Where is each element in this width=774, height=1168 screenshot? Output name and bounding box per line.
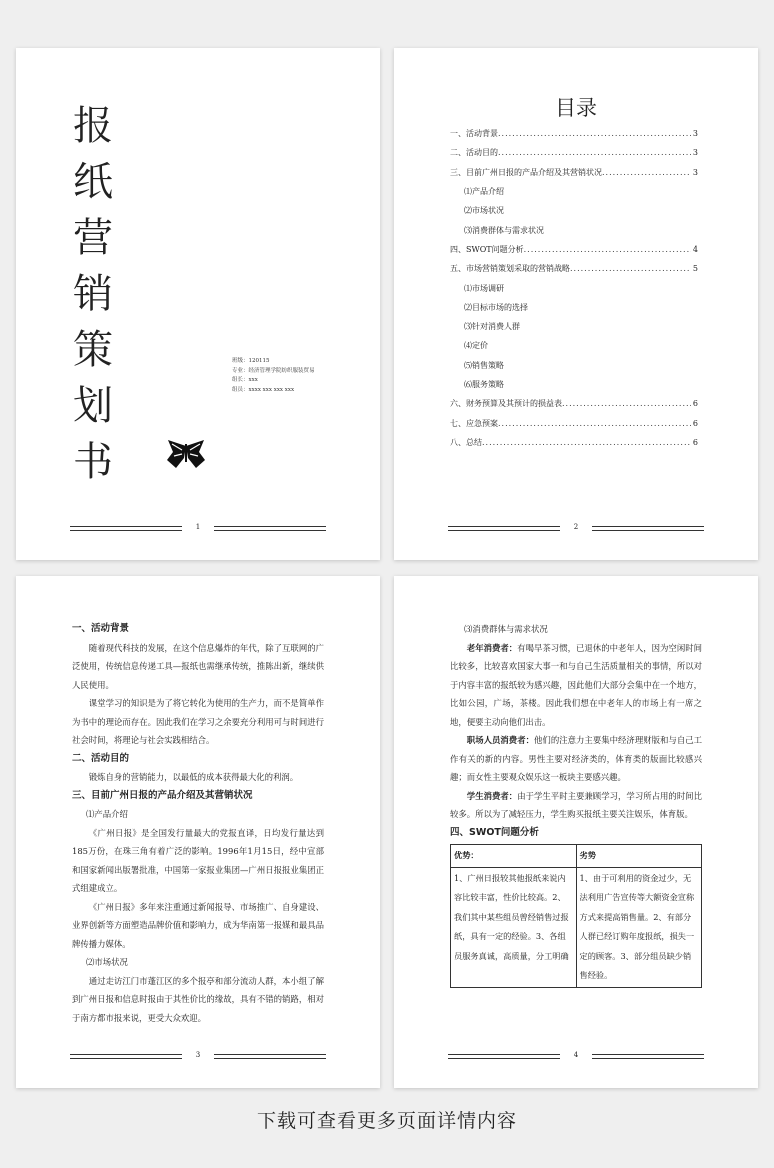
section-heading: 一、活动背景 (72, 623, 130, 634)
toc-entry[interactable] (450, 220, 698, 239)
toc-entry-label: ⑶针对消费人群 (464, 322, 520, 332)
toc-entry-page: 6 (692, 399, 698, 409)
toc-entry-page: 3 (692, 148, 698, 158)
section-heading: 四、SWOT问题分析 (450, 826, 539, 838)
text-work: 他们的注意力主要集中经济理财版和与自己工作有关的新的内容。男性主要对经济类的，体育类的版面比较感兴趣；而女性主要观众娱乐这一板块主要感兴趣。 (450, 735, 703, 782)
toc-entry-label: 一、活动背景 (450, 129, 498, 139)
toc-entry[interactable] (450, 336, 698, 355)
toc-entry-label: 五、市场营销策划采取的营销战略 (450, 264, 570, 274)
toc-entry-label: ⑹服务策略 (464, 380, 504, 389)
info-row (232, 386, 315, 396)
toc-entry-page: 3 (692, 167, 698, 177)
toc-entry[interactable] (450, 298, 698, 317)
toc-entry[interactable] (450, 356, 698, 375)
cover-title-char: 策 (73, 327, 113, 373)
info-value: xxx (248, 377, 258, 383)
toc-leader (498, 148, 691, 157)
label-work: 职场人员消费者： (466, 735, 535, 745)
toc-entry-page: 3 (692, 129, 698, 139)
info-row (232, 376, 315, 386)
toc-leader (562, 399, 691, 408)
toc-entry-label: 三、目前广州日报的产品介绍及其营销状况 (450, 167, 602, 177)
info-key: 组长： (232, 377, 249, 383)
strength-cell: 1、广州日报较其他报纸来说内容比较丰富，性价比较高。2、我们其中某些组员曾经销售过报纸，具有一定的经验。3、各组员服务真诚，高质量，分工明确 (451, 867, 577, 987)
subsection-heading: ⑵市场状况 (86, 957, 128, 967)
label-old: 老年消费者： (466, 642, 518, 653)
toc-entry[interactable] (450, 124, 698, 143)
toc-entry[interactable] (450, 143, 698, 162)
toc-entry-label: 四、SWOT问题分析 (450, 244, 524, 254)
page-footer (448, 1051, 704, 1064)
subsection-heading: ⑴产品介绍 (86, 809, 128, 819)
page-number: 4 (573, 1051, 579, 1059)
toc-list (450, 124, 698, 452)
toc-entry-label: ⑴产品介绍 (464, 187, 504, 197)
cover-title-char: 书 (73, 439, 113, 485)
subsection-heading: ⑶消费群体与需求状况 (464, 624, 548, 634)
label-student: 学生消费者： (466, 790, 518, 801)
toc-entry-label: 七、应急预案 (450, 418, 498, 428)
toc-entry[interactable] (450, 163, 698, 182)
paragraph: 课堂学习的知识是为了将它转化为使用的生产力，而不是简单作为书中的理论而存在。因此我们在学习之余要充分利用可与时间进行社会时间，将理论与社会实践相结合。 (72, 698, 324, 745)
page-toc (394, 48, 758, 560)
toc-entry-label: ⑸销售策略 (464, 360, 504, 370)
page-footer (448, 523, 704, 536)
info-key: 组员： (232, 386, 249, 393)
paragraph: 《广州日报》是全国发行量最大的党报直译，日均发行量达到185万份，在珠三角有着广泛的影响。1996年1月15日，经中宣部和国家新闻出版署批准，中国第一家报业集团—广州日报报业集团正式组建成立。 (72, 827, 324, 893)
paragraph (450, 639, 702, 732)
cover-title-char: 纸 (73, 159, 113, 205)
toc-entry[interactable] (450, 413, 698, 432)
download-caption[interactable]: 下载可查看更多页面详情内容 (256, 1110, 517, 1132)
cover-title-char: 销 (73, 271, 113, 317)
cover-info (232, 357, 315, 395)
toc-leader (602, 168, 691, 177)
toc-entry[interactable] (450, 375, 698, 394)
cover-title (68, 98, 118, 490)
toc-entry[interactable] (450, 317, 698, 336)
toc-entry-page: 6 (692, 437, 698, 447)
info-row (232, 357, 315, 367)
info-value: xxxx xxx xxx xxx (248, 386, 295, 393)
toc-entry[interactable] (450, 278, 698, 297)
toc-entry[interactable] (450, 394, 698, 413)
section-heading: 二、活动目的 (72, 752, 130, 764)
toc-entry-page: 4 (692, 244, 698, 254)
paragraph: 随着现代科技的发展，在这个信息爆炸的年代，除了互联网的广泛使用，传统信息传递工具—报纸也需继承传统，推陈出新，继续供人民使用。 (72, 642, 324, 690)
paragraph: 《广州日报》多年来注重通过新闻报导、市场推广、自身建设、业界创新等方面塑造品牌价值和影响力，成为华南第一报媒和最具品牌传播力媒体。 (72, 901, 324, 949)
paragraph (450, 787, 702, 824)
toc-entry[interactable] (450, 182, 698, 201)
info-value: 120115 (248, 358, 270, 364)
paragraph (450, 731, 702, 787)
text-student: 由于学生平时主要兼顾学习，学习所占用的时间比较多。所以为了减轻压力，学生购买报纸主要关注娱乐，体育版。 (450, 790, 702, 819)
weakness-cell: 1、由于可利用的资金过少，无法利用广告宣传等大额资金宣称方式来提高销售量。2、有部分人群已经订购年度报纸，损失一定的顾客。3、部分组员缺少销售经验。 (576, 867, 702, 987)
page-cover (16, 48, 380, 560)
toc-title: 目录 (555, 96, 597, 120)
info-value: 经济管理学院纺织服装贸易 (248, 367, 315, 374)
page-4 (394, 576, 758, 1088)
toc-leader (498, 129, 691, 138)
page-footer (70, 523, 326, 536)
toc-entry-label: 八、总结 (450, 437, 482, 447)
page-body (450, 620, 702, 988)
cover-title-char: 划 (73, 383, 113, 429)
swot-table (450, 844, 702, 988)
page-number: 3 (195, 1051, 201, 1059)
page-footer (70, 1051, 326, 1064)
info-key: 班级： (232, 358, 249, 364)
toc-entry[interactable] (450, 259, 698, 278)
text-old: 有喝早茶习惯，已退休的中老年人，因为空闲时间比较多，比较喜欢国家大事一和与自己生活质量相关的事情，所以对于内容丰富的报纸较为感兴趣，因此他们大部分会集中在一个地方，比如公园，广场，茶楼。因此我们想在中老年人的市场上有一席之地，便要主动向他们出击。 (450, 642, 702, 727)
page-number: 1 (195, 523, 201, 531)
weakness-header: 劣势 (576, 845, 702, 868)
toc-entry[interactable] (450, 433, 698, 452)
toc-entry-label: 二、活动目的 (450, 148, 498, 158)
info-row (232, 367, 315, 377)
toc-entry-page: 6 (692, 418, 698, 428)
toc-leader (482, 438, 691, 447)
butterfly-icon (164, 438, 208, 474)
toc-entry[interactable] (450, 240, 698, 259)
toc-leader (524, 245, 691, 254)
strength-header: 优势： (451, 845, 577, 868)
page-number: 2 (573, 523, 579, 531)
toc-entry[interactable] (450, 201, 698, 220)
cover-title-char: 报 (73, 103, 113, 149)
info-key: 专业： (232, 367, 249, 374)
toc-entry-label: ⑷定价 (464, 341, 488, 351)
toc-leader (570, 264, 691, 273)
paragraph: 通过走访江门市蓬江区的多个报亭和部分流动人群，本小组了解到广州日报和信息时报由于其性价比的缘故，具有不错的销路，相对于南方都市报来说，更受大众欢迎。 (72, 975, 324, 1023)
page-3 (16, 576, 380, 1088)
toc-entry-label: ⑶消费群体与需求状况 (464, 225, 544, 235)
paragraph: 锻炼自身的营销能力，以最低的成本获得最大化的利润。 (88, 772, 299, 782)
toc-entry-label: ⑴市场调研 (464, 283, 504, 293)
cover-title-char: 营 (73, 215, 113, 261)
section-heading: 三、目前广州日报的产品介绍及其营销状况 (72, 789, 253, 801)
toc-entry-label: ⑵目标市场的选择 (464, 302, 528, 312)
toc-entry-label: ⑵市场状况 (464, 206, 504, 216)
toc-entry-label: 六、财务预算及其预计的损益表 (450, 399, 562, 409)
toc-entry-page: 5 (692, 264, 698, 274)
toc-leader (498, 419, 691, 428)
page-body (72, 620, 324, 1027)
